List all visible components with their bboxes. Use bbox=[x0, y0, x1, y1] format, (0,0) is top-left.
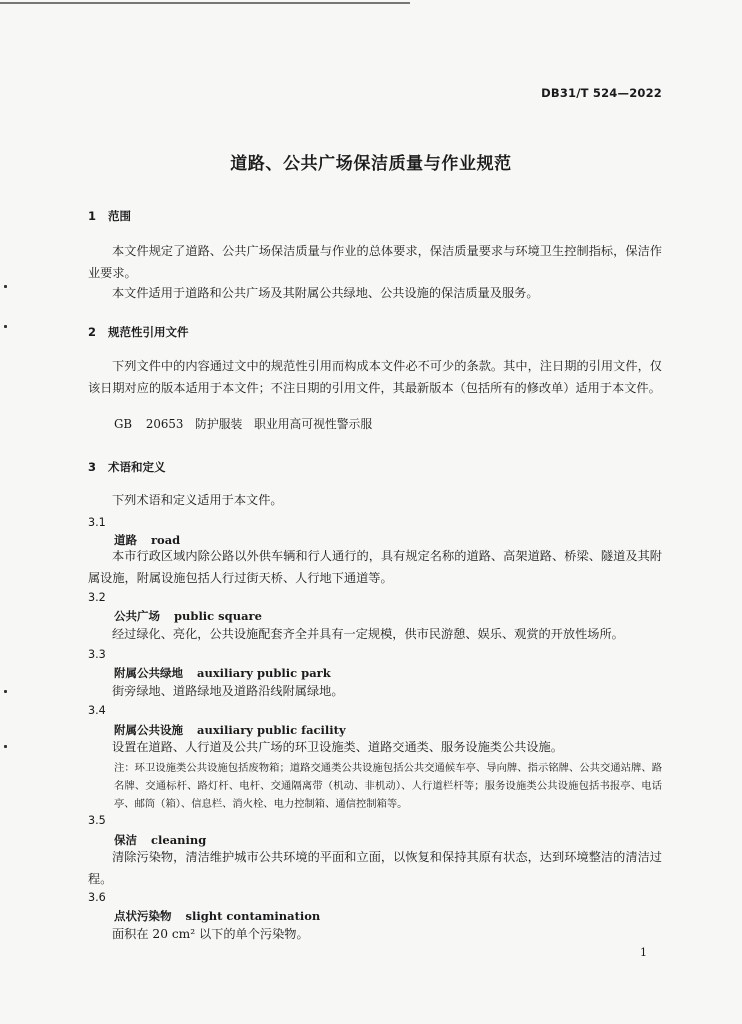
section-title: 范围 bbox=[108, 209, 131, 223]
page-number: 1 bbox=[640, 946, 647, 959]
terms-intro-paragraph: 下列术语和定义适用于本文件。 bbox=[112, 493, 283, 507]
term-definition: 面积在 20 cm² 以下的单个污染物。 bbox=[112, 927, 309, 941]
term-definition: 设置在道路、人行道及公共广场的环卫设施类、道路交通类、服务设施类公共设施。 bbox=[112, 740, 563, 754]
scan-mark bbox=[4, 690, 7, 693]
term-name: 附属公共设施 auxiliary public facility bbox=[114, 723, 346, 737]
scope-paragraph-1: 本文件规定了道路、公共广场保洁质量与作业的总体要求，保洁质量要求与环境卫生控制指标，保洁作业要求。 bbox=[88, 244, 662, 280]
term-number: 3.3 bbox=[88, 648, 106, 661]
section-title: 术语和定义 bbox=[108, 460, 166, 474]
term-definition: 本市行政区域内除公路以外供车辆和行人通行的，具有规定名称的道路、高架道路、桥梁、隧道及其附属设施，附属设施包括人行过街天桥、人行地下通道等。 bbox=[88, 549, 662, 585]
term-definition: 清除污染物，清洁维护城市公共环境的平面和立面，以恢复和保持其原有状态，达到环境整洁的清洁过程。 bbox=[88, 850, 662, 886]
term-name: 附属公共绿地 auxiliary public park bbox=[114, 666, 331, 680]
term-note: 注：环卫设施类公共设施包括废物箱；道路交通类公共设施包括公共交通候车亭、导向牌、指示铭牌、公共交通站牌、路名牌、交通标杆、路灯杆、电杆、交通隔离带（机动、非机动）、人行道栏杆等；服务设施类公共设施包括书报亭、电话亭、邮筒（箱）、信息栏、消火栓、电力控制箱、通信控制箱等。 bbox=[114, 762, 662, 810]
term-number: 3.1 bbox=[88, 516, 106, 529]
top-rule bbox=[0, 2, 410, 4]
section-number: 2 bbox=[88, 325, 97, 339]
section-heading-terms bbox=[88, 459, 166, 475]
term-name: 保洁 cleaning bbox=[114, 833, 207, 847]
section-title: 规范性引用文件 bbox=[108, 325, 189, 339]
scan-mark bbox=[4, 285, 7, 288]
section-number: 3 bbox=[88, 460, 97, 474]
reference-item: GB 20653 防护服装 职业用高可视性警示服 bbox=[114, 417, 373, 431]
section-heading-references bbox=[88, 324, 189, 340]
scope-paragraph-2: 本文件适用于道路和公共广场及其附属公共绿地、公共设施的保洁质量及服务。 bbox=[112, 286, 539, 300]
term-name: 道路 road bbox=[114, 533, 181, 547]
standard-code: DB31/T 524—2022 bbox=[541, 86, 662, 100]
term-name: 点状污染物 slight contamination bbox=[114, 909, 321, 923]
term-number: 3.5 bbox=[88, 814, 106, 827]
term-definition: 经过绿化、亮化，公共设施配套齐全并具有一定规模，供市民游憩、娱乐、观赏的开放性场所。 bbox=[112, 627, 624, 641]
scan-mark bbox=[4, 325, 7, 328]
term-number: 3.2 bbox=[88, 591, 106, 604]
scan-mark bbox=[4, 745, 7, 748]
document-title: 道路、公共广场保洁质量与作业规范 bbox=[230, 154, 512, 174]
term-number: 3.6 bbox=[88, 891, 106, 904]
term-number: 3.4 bbox=[88, 704, 106, 717]
section-heading-scope bbox=[88, 208, 131, 224]
term-name: 公共广场 public square bbox=[114, 609, 262, 623]
references-intro-paragraph: 下列文件中的内容通过文中的规范性引用而构成本文件必不可少的条款。其中，注日期的引用文件，仅该日期对应的版本适用于本文件；不注日期的引用文件，其最新版本（包括所有的修改单）适用于本文件。 bbox=[88, 359, 662, 395]
term-definition: 街旁绿地、道路绿地及道路沿线附属绿地。 bbox=[112, 684, 344, 698]
section-number: 1 bbox=[88, 209, 97, 223]
